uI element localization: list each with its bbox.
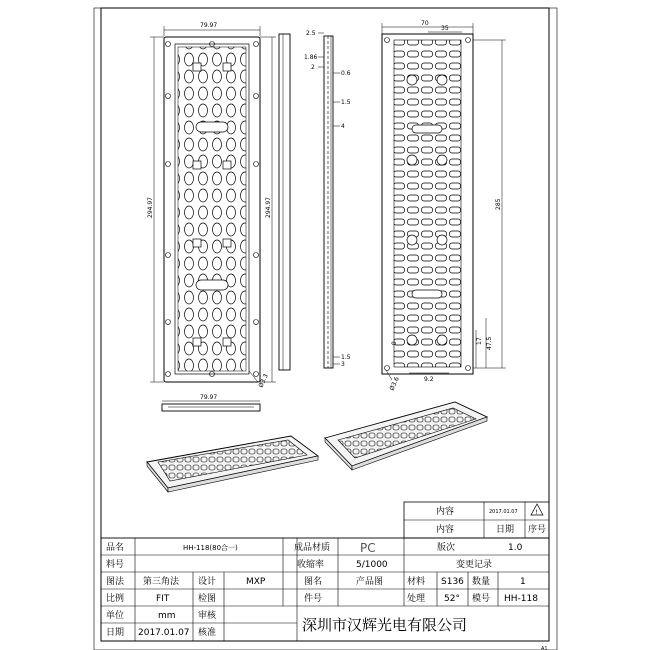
rev-content-label-2: 内容 [436,525,455,535]
back-inner-width-dim: 35 [441,25,449,32]
iso-view-left [147,436,318,492]
qty-label: 数量 [472,577,491,587]
section-view [304,30,351,368]
drawing-name-value: 产品图 [356,577,384,587]
material-value: PC [360,541,376,555]
unit-value: mm [158,611,176,621]
company-name: 深圳市汉辉光电有限公司 [302,616,468,634]
mat2-label: 材料 [407,577,426,587]
rev-date-label: 日期 [496,525,515,535]
section-dim-2-5: 2.5 [306,30,316,37]
projection-value: 第三角法 [143,577,180,587]
mold-no-value: HH-118 [504,594,538,604]
product-name-value: HH-118(80合一) [183,544,238,552]
material-label: 成品材质 [294,543,331,553]
scale-value: FIT [156,594,170,604]
back-dim-9: 9 [391,341,398,345]
front-height-right-dim: 294.97 [265,197,272,218]
unit-label: 单位 [106,611,125,621]
date-row-value: 2017.01.07 [138,628,190,638]
front-view [147,22,276,389]
section-dim-1-86: 1.86 [304,54,318,61]
iso-view-right [325,402,487,470]
back-hole-dia-dim: Ø3.6 [388,375,401,392]
mat2-value: S136 [441,577,464,587]
side-view [279,34,290,370]
review-label: 审核 [198,611,217,621]
edge-view [162,394,260,411]
process-value: 52° [444,594,460,604]
shrinkage-label: 收缩率 [297,560,325,570]
front-hole-dia-dim: Ø3.3 [257,372,270,389]
section-dim-2: 2 [311,64,315,71]
rev-date-value: 2017.01.07 [489,509,518,515]
section-dim-1-5-top: 1.5 [341,99,351,106]
section-dim-3: 3 [341,361,345,368]
drawing-name-label: 图名 [304,577,323,587]
front-height-left-dim: 294.97 [147,197,154,218]
svg-text:!: ! [535,509,538,516]
section-dim-1-5-bottom: 1.5 [341,354,351,361]
sheet-frame-outer [94,8,557,650]
drawn-label: 检图 [198,594,217,604]
rev-seq-label: 序号 [528,525,547,535]
product-name-label: 品名 [106,543,125,553]
edge-width-dim: 79.97 [200,394,218,401]
shrinkage-value: 5/1000 [356,560,388,570]
design-value: MXP [246,577,266,587]
rev-content-label-1: 内容 [436,507,455,517]
section-dim-4: 4 [341,123,345,130]
qty-value: 1 [520,577,526,587]
section-dim-0-6: 0.6 [341,70,351,77]
back-dim-47-5: 47.5 [486,336,493,350]
back-pitch-dim: 9.2 [424,376,434,383]
scale-label: 比例 [106,594,125,604]
back-dim-17: 17 [476,337,483,345]
rev-mark: A1 [541,646,548,650]
front-width-top-dim: 79.97 [200,22,218,29]
date-row-label: 日期 [106,628,125,638]
back-view [382,20,506,392]
change-record-label: 变更记录 [456,560,493,570]
design-label: 设计 [198,577,217,587]
warning-triangle-icon [531,504,543,516]
version-value: 1.0 [508,543,523,553]
approve-label: 核准 [198,628,217,638]
back-width-top-dim: 70 [421,20,429,27]
projection-label: 图法 [106,577,125,587]
part-no-label: 料号 [106,560,125,570]
back-height-dim: 285 [495,198,502,210]
part-label: 件号 [304,594,323,604]
mold-no-label: 模号 [472,594,491,604]
version-label: 版次 [437,543,456,553]
process-label: 处理 [407,594,426,604]
